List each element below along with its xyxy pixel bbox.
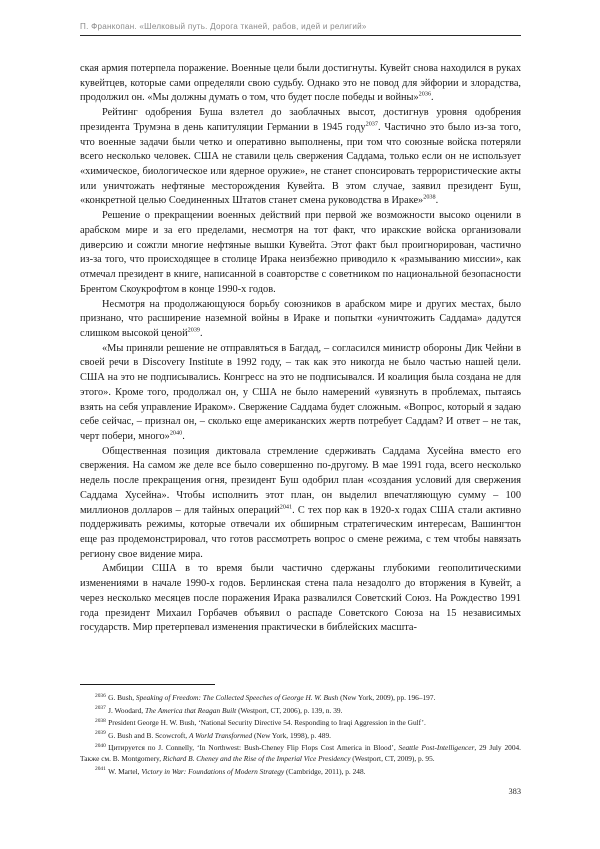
footnote-text: (New York, 2009), pp. 196–197. [338,693,436,702]
footnote-list [80,693,521,777]
paragraph: ская армия потерпела поражение. Военные цели были достигнуты. Кувейт снова находился в руках кувейтцев, которые сами определяли свою судьбу. Однако это не повод для эйфории и злорадства, продолжил он. «Мы должны думать о том, что будет после победы и войны»$^{2036}$. [80,63,521,104]
paragraph: «Мы приняли решение не отправляться в Багдад, – согласился министр обороны Дик Чейни в своей речи в Discovery Institute в 1992 году, – так как это никогда не было частью нашей цели. США на это не подписывались. Конгресс на это не подписывался. И коалиция была создана не для этого». Кроме того, продолжал он, у США не было намерений «увязнуть в проблемах, пытаясь взять на себя управление Ираком». Свержение Саддама будет сложным. «Вопрос, который я задаю себе сейчас, – признал он, – сколько еще американских жертв потребует Саддам? И ответ – не так, черт побери, много»$^{2040}$. [80,342,521,442]
header-rule [80,35,521,36]
footnote-marker: 2038 [95,717,106,724]
footnote-text: G. Bush and B. Scowcroft, [108,730,189,740]
footnote-marker: 2036 [95,692,106,699]
footnote-item [80,743,521,764]
paragraph: Рейтинг одобрения Буша взлетел до заоблачных высот, достигнув уровня одобрения президента Трумэна в день капитуляции Германии в 1945 году$^{2037}$. Частично это было из-за того, что военные задачи были четко и оперативно выполнены, при том что союзные войска потеряли всего несколько человек. США не ставили цель свержения Саддама, только если он не использует «химическое, биологическое или ядерное оружие», не станет спонсировать террористические акты или уничтожать нефтяные месторождения Кувейта. В этом случае, заявил президент Буш, «конкретной целью Соединенных Штатов станет смена руководства в Ираке»$^{2038}$. [80,107,521,207]
running-header [80,22,521,36]
footnote-item [80,767,521,778]
paragraph: Общественная позиция диктовала стремление сдерживать Саддама Хусейна вместо его свержения. На самом же деле все было совершенно по-другому. В мае 1991 года, всего несколько недель после прекращения огня, президент Буш одобрил план «создания условий для свержения Саддама Хусейна». Чтобы исполнить этот план, он выделил впечатляющую сумму – 100 миллионов долларов – для тайных операций$^{2041}$. С тех пор как в 1920-х годах США стали активно поддерживать режимы, которые отвечали их обширным стратегическим интересам, Вашингтон еще раз продемонстрировал, что готов рассмотреть вопрос о смене режима, с тем чтобы навязать региону свое видение мира. [80,445,521,560]
footnote-marker: 2037 [95,705,106,712]
footnote-item [80,718,521,729]
footnote-text: , 29 July 2004. Также см. B. Montgomery, [80,743,522,763]
footnote-title: Victory in War: Foundations of Modern Strategy [141,766,285,776]
footnote-text: J. Woodard, [108,705,145,715]
footnote-item [80,693,521,704]
footnote-title: Richard B. Cheney and the Rise of the Imperial Vice Presidency [162,753,351,763]
footnote-text: (Westport, CT, 2006), p. 139, n. 39. [236,705,343,715]
page-number: 383 [508,787,521,796]
footnote-reference[interactable]: 2038 [423,194,436,202]
paragraph: Решение о прекращении военных действий при первой же возможности высоко оценили в арабском мире и за его пределами, несмотря на тот факт, что иракские войска организовали диверсию и сожгли многие нефтяные вышки Кувейта. Этот факт был проигнорирован, частично из-за того, что происходящее в столице Ирака неизбежно приводило к «размыванию миссии», как отмечал президент в книге, написанной в соавторстве с советником по национальной безопасности Брентом Скоукрофтом в конце 1990-х годов. [80,210,521,295]
running-header-text: П. Франкопан. «Шелковый путь. Дорога тканей, рабов, идей и религий» [80,22,367,31]
footnote-reference[interactable]: 2039 [187,326,200,334]
footnote-area [80,684,521,779]
footnote-item [80,706,521,717]
footnote-reference[interactable]: 2040 [169,429,183,437]
footnote-text: W. Martel, [108,766,142,776]
footnote-text: G. Bush, [108,693,136,702]
footnote-reference[interactable]: 2037 [365,120,378,128]
footnote-marker: 2039 [95,730,106,737]
footnote-marker: 2041 [95,766,106,773]
footnote-title: Speaking of Freedom: The Collected Speeches of George H. W. Bush [135,693,339,702]
paragraph: Несмотря на продолжающуюся борьбу союзников в арабском мире и других местах, было признано, что расширение наземной войны в Ираке и попытки «уничтожить Саддама» дадутся слишком высокой ценой$^{2039}$. [80,298,521,339]
footnote-text: President George H. W. Bush, ‘National Security Directive 54. Responding to Iraqi Aggression in the Gulf’. [108,718,426,728]
footnote-text: (New York, 1998), p. 489. [252,730,331,740]
body-text [80,62,521,636]
footnote-text: (Westport, CT, 2009), p. 95. [350,753,435,763]
footnote-marker: 2040 [95,742,106,749]
footnote-text: (Cambridge, 2011), p. 248. [284,766,366,776]
footnote-separator-rule [80,684,215,685]
footnote-title: The America that Reagan Built [144,705,237,715]
footnote-text: Цитируется по J. Connelly, ‘In Northwest: Bush-Cheney Flip Flops Cost America in Blood’, [108,743,399,753]
footnote-item [80,731,521,742]
footnote-title: A World Transformed [188,730,253,740]
footnote-reference[interactable]: 2036 [418,91,432,98]
footnote-title: Seattle Post-Intelligencer [398,743,475,753]
footnote-reference[interactable]: 2041 [279,503,293,511]
paragraph: Амбиции США в то время были частично сдержаны глубокими геополитическими изменениями в начале 1990-х годов. Берлинская стена пала незадолго до вторжения в Кувейт, а через несколько месяцев после поражения Ирака развалился Советский Союз. На Рождество 1991 года президент Михаил Горбачев объявил о распаде Советского Союза на 15 независимых государств. Мир претерпевал изменения практически в библейских масшта- [80,563,521,634]
